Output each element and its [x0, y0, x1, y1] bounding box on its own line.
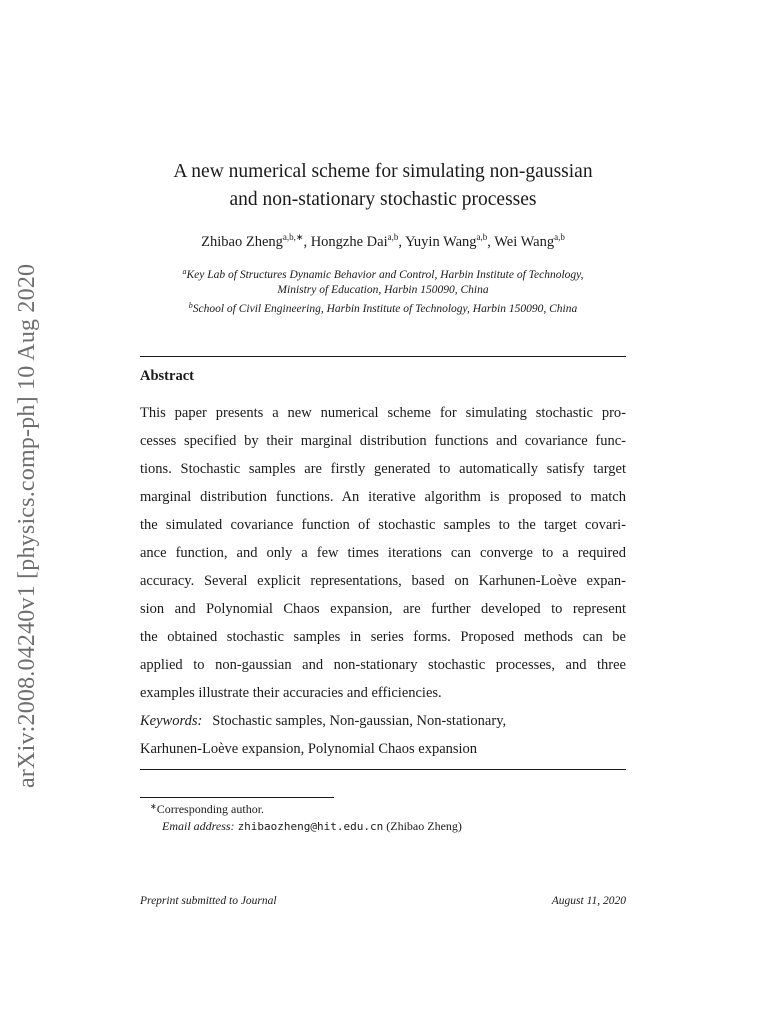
- title-line-1: A new numerical scheme for simulating non-gaussian: [173, 161, 593, 182]
- author-affiliation-mark: a,b: [387, 232, 399, 242]
- email-label: Email address:: [162, 819, 235, 833]
- affiliation-a-continued: Ministry of Education, Harbin 150090, China: [277, 284, 489, 296]
- affiliation-mark: a: [182, 267, 187, 276]
- affiliations: [140, 264, 626, 317]
- author-separator: ,: [487, 234, 495, 250]
- footer-preprint-note: Preprint submitted to Journal: [140, 895, 277, 907]
- abstract-line: applied to non-gaussian and non-stationary stochastic processes, and three: [140, 657, 626, 673]
- abstract-bottom-rule: [140, 769, 626, 770]
- author-list: [140, 232, 626, 251]
- abstract-line: the simulated covariance function of stochastic samples to the target covari-: [140, 517, 626, 533]
- author-name: Zhibao Zheng: [201, 234, 283, 250]
- keywords: [140, 707, 626, 763]
- affiliation-b: [140, 298, 626, 317]
- abstract-top-rule: [140, 356, 626, 357]
- keywords-text: Stochastic samples, Non-gaussian, Non-stationary,: [212, 713, 507, 729]
- paper-title: [140, 158, 626, 214]
- abstract-line: accuracy. Several explicit representations, based on Karhunen-Loève expan-: [140, 573, 626, 589]
- email-address-link[interactable]: zhibaozheng@hit.edu.cn: [237, 820, 384, 833]
- author-affiliation-mark: a,b: [554, 232, 565, 242]
- arxiv-identifier-stamp: arXiv:2008.04240v1 [physics.comp-ph] 10 Aug 2020: [14, 263, 40, 788]
- abstract-line: cesses specified by their marginal distribution functions and covariance func-: [140, 433, 626, 449]
- abstract-line: examples illustrate their accuracies and efficiencies.: [140, 685, 442, 701]
- footnote-mark: ∗: [150, 802, 157, 811]
- keywords-label: Keywords:: [140, 713, 203, 729]
- abstract-line: ance function, and only a few times iterations can converge to a required: [140, 545, 626, 561]
- author-separator: ,: [303, 234, 311, 250]
- author-separator: ,: [398, 234, 406, 250]
- author-affiliation-mark: a,b: [476, 232, 488, 242]
- affiliation-a: [140, 264, 626, 283]
- abstract-line: This paper presents a new numerical scheme for simulating stochastic pro-: [140, 405, 626, 421]
- author-name: Yuyin Wang: [405, 234, 477, 250]
- keywords-line-1: [140, 707, 626, 735]
- footnote: [150, 798, 462, 835]
- affiliation-text: School of Civil Engineering, Harbin Institute of Technology, Harbin 150090, China: [192, 303, 578, 315]
- author-name: Wei Wang: [494, 234, 555, 250]
- abstract-line: sion and Polynomial Chaos expansion, are further developed to represent: [140, 601, 626, 617]
- footnote-email-line: [150, 818, 462, 835]
- footer-date: August 11, 2020: [551, 895, 626, 907]
- affiliation-text: Key Lab of Structures Dynamic Behavior and Control, Harbin Institute of Technology,: [186, 269, 584, 281]
- abstract-line: the obtained stochastic samples in series forms. Proposed methods can be: [140, 629, 626, 645]
- footnote-corresponding-text: Corresponding author.: [156, 802, 265, 816]
- email-owner: (Zhibao Zheng): [386, 819, 462, 833]
- abstract-heading: Abstract: [140, 368, 194, 384]
- footnote-corresponding: [150, 798, 462, 818]
- affiliation-mark: b: [188, 301, 193, 310]
- abstract-line: marginal distribution functions. An iterative algorithm is proposed to match: [140, 489, 626, 505]
- author-name: Hongzhe Dai: [310, 234, 388, 250]
- author-affiliation-mark: a,b,∗: [282, 232, 304, 242]
- abstract-line: tions. Stochastic samples are firstly generated to automatically satisfy target: [140, 461, 626, 477]
- title-line-2: and non-stationary stochastic processes: [229, 189, 537, 210]
- keywords-line-2: Karhunen-Loève expansion, Polynomial Chaos expansion: [140, 741, 478, 757]
- abstract-body: [140, 399, 626, 707]
